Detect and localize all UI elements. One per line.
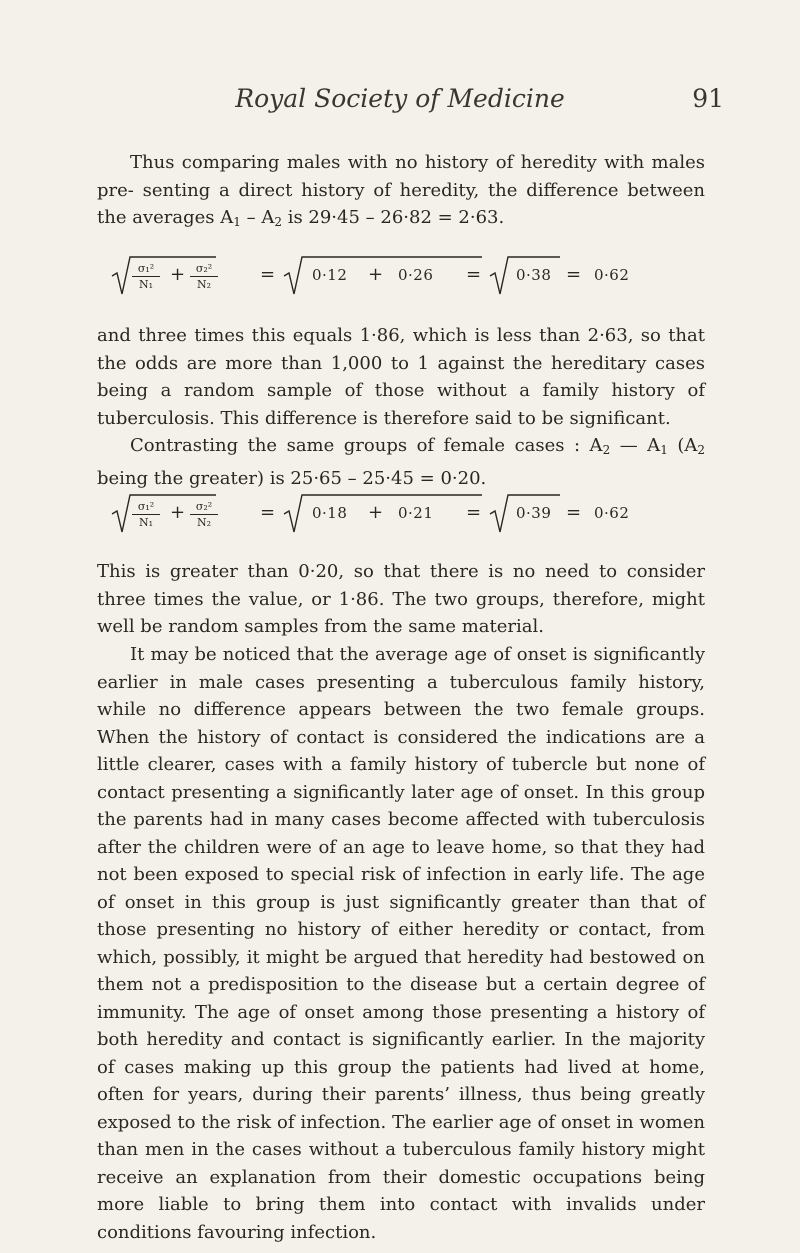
paragraph-5: It may be noticed that the average age of onset is significantly earlier in male cases presenting a tuberculous family history, while no difference appears between the two female groups. When the history of contact is considered the indications are a little clearer, cases with a family history of tubercle but none of contact presenting a significantly later age of onset. In this group the parents had in many cases become affected with tuberculosis after the children were of an age to leave home, so that they had not been exposed to special risk of infection in early life. The age of onset in this group is just significantly greater than that of those presenting no history of either heredity or contact, from which, possibly, it might be argued that heredity had bestowed on them not a predisposition to the disease but a certain degree of immunity. The age of onset among those presenting a history of both heredity and contact is significantly earlier. In the majority of cases making up this group the patients had lived at home, often for years, during their parents’ illness, thus being greatly exposed to the risk of infection. The earlier age of onset in women than men in the cases without a tuberculous family history might receive an explanation from their domestic occupations being more liable to bring them into contact with invalids under conditions favouring infection. bbox=[97, 644, 705, 1243]
equation-2: σ₁² N₁ + σ₂² N₂ = 0·18 + 0·21 = 0·39 = 0·62 bbox=[112, 492, 712, 540]
page-number: 91 bbox=[692, 84, 724, 113]
page-header bbox=[0, 78, 800, 118]
paragraph-2: and three times this equals 1·86, which is less than 2·63, so that the odds are more than 1,000 to 1 against the hereditary cases being a random sample of those without a family history of tuberculosis. This difference is therefore said to be significant. bbox=[97, 325, 705, 429]
equation-1: σ₁² N₁ + σ₂² N₂ = 0·12 + 0·26 = 0·38 = 0·62 bbox=[112, 254, 712, 302]
paragraph-4: This is greater than 0·20, so that there is no need to consider three times the value, or 1·86. The two groups, therefore, might well be random samples from the same material. bbox=[97, 561, 705, 637]
paragraph-3: Contrasting the same groups of female cases : $A_2$ — $A_1$ ($A_2$ being the greater) is 25·65 – 25·45 = 0·20. bbox=[97, 435, 705, 489]
running-title: Royal Society of Medicine bbox=[235, 84, 565, 113]
paragraph-1: Thus comparing males with no history of heredity with males pre- senting a direct history of heredity, the difference between the averages $A_1 - A_2$ is 29·45 – 26·82 = 2·63. bbox=[97, 152, 705, 229]
